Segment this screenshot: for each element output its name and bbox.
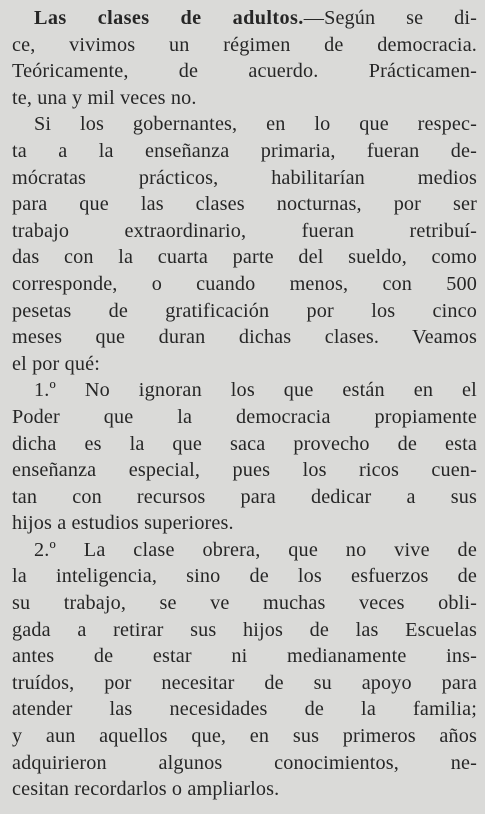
- text-line: gada a retirar sus hijos de las Escuelas: [12, 618, 477, 641]
- text-line: tan con recursos para dedicar a sus: [12, 485, 477, 508]
- text-line: 2.º La clase obrera, que no vive de: [34, 538, 477, 561]
- text-line: te, una y mil veces no.: [12, 86, 197, 109]
- text-line: das con la cuarta parte del sueldo, como: [12, 246, 477, 269]
- text-line: antes de estar ni medianamente ins-: [12, 645, 477, 668]
- paragraph-intro: [12, 5, 477, 111]
- text-line: corresponde, o cuando menos, con 500: [12, 272, 477, 295]
- text-line: truídos, por necesitar de su apoyo para: [12, 671, 477, 694]
- text-line: enseñanza especial, pues los ricos cuen-: [12, 459, 477, 482]
- text-line: mócratas prácticos, habilitarían medios: [12, 166, 477, 189]
- text-line: para que las clases nocturnas, por ser: [12, 193, 477, 216]
- text-line: 1.º No ignoran los que están en el: [34, 379, 477, 402]
- text-line: pesetas de gratificación por los cinco: [12, 299, 477, 322]
- text-line: meses que duran dichas clases. Veamos: [12, 326, 477, 349]
- text-line: el por qué:: [12, 352, 100, 375]
- text-line: atender las necesidades de la familia;: [12, 698, 477, 721]
- text-line: dicha es la que saca provecho de esta: [12, 432, 477, 455]
- text-line: hijos a estudios superiores.: [12, 512, 234, 535]
- paragraph-argument: [12, 111, 477, 377]
- text-line: [12, 5, 477, 32]
- text-line: cesitan recordarlos o ampliarlos.: [12, 778, 280, 801]
- article-title: Las clases de adultos.: [34, 7, 304, 29]
- text-line: adquirieron algunos conocimientos, ne-: [12, 751, 477, 774]
- text-line: trabajo extraordinario, fueran retribuí-: [12, 219, 477, 242]
- text-line: su trabajo, se ve muchas veces obli-: [12, 592, 477, 615]
- text-line: Si los gobernantes, en lo que respec-: [34, 113, 477, 136]
- text-line: ta a la enseñanza primaria, fueran de-: [12, 139, 477, 162]
- text-line: y aun aquellos que, en sus primeros años: [12, 725, 477, 748]
- text-line: la inteligencia, sino de los esfuerzos de: [12, 565, 477, 588]
- paragraph-point-2: [12, 537, 477, 803]
- paragraph-point-1: [12, 377, 477, 537]
- text-line: Poder que la democracia propiamente: [12, 405, 477, 428]
- text-run: —Según se di-: [303, 7, 477, 29]
- text-line: Teóricamente, de acuerdo. Prácticamen-: [12, 60, 477, 83]
- text-line: ce, vivimos un régimen de democracia.: [12, 33, 477, 56]
